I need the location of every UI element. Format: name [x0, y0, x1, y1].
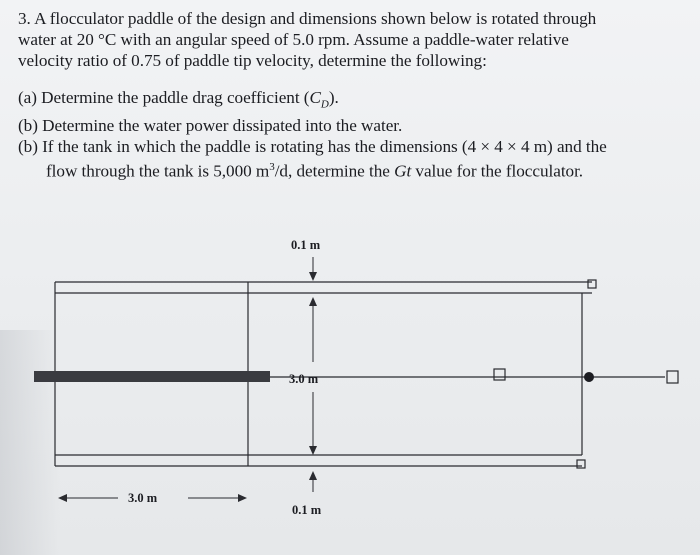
- width-label: 3.0 m: [128, 491, 158, 505]
- intro-line-3: velocity ratio of 0.75 of paddle tip velocity, determine the following:: [18, 51, 487, 70]
- bottom-thickness-label: 0.1 m: [292, 503, 322, 517]
- bottom-thickness-dimension: [309, 471, 317, 492]
- intro-line-1: 3. A flocculator paddle of the design and dimensions shown below is rotated through: [18, 9, 597, 28]
- top-thickness-dimension: [309, 257, 317, 281]
- part-b-gt-line-1: (b) If the tank in which the paddle is rotating has the dimensions (4 × 4 × 4 m) and the: [18, 137, 607, 157]
- part-a: (a) Determine the paddle drag coefficient $(C_D)$.: [18, 88, 339, 111]
- part-b-power: (b) Determine the water power dissipated into the water.: [18, 116, 403, 136]
- intro-line-2: water at 20 °C with an angular speed of 5.0 rpm. Assume a paddle-water relative: [18, 30, 569, 49]
- part-b-gt-line-2: flow through the tank is 5,000 $m^3/d$, determine the Gt value for the flocculator.: [46, 161, 584, 182]
- top-thickness-label: 0.1 m: [291, 238, 321, 252]
- height-label: 3.0 m: [289, 372, 319, 386]
